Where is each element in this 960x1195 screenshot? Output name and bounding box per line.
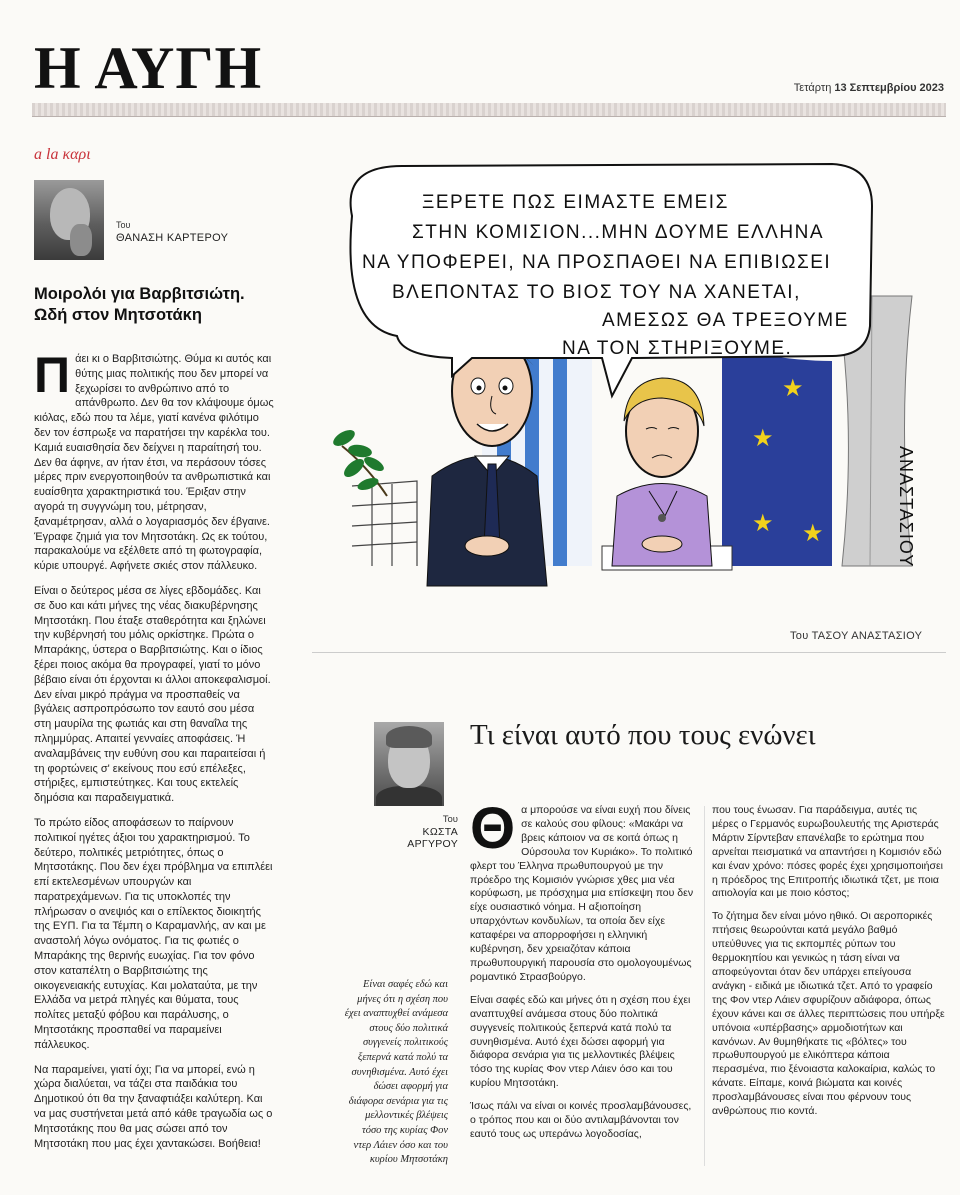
drop-cap: Θ xyxy=(470,796,516,861)
body-paragraph: Ίσως πάλι να είναι οι κοινές προσλαμβάνουσες, ο τρόπος που και οι δύο αντιλαμβάνονται τον εαυτό τους ως υπεράνω λογοδοσίας, xyxy=(470,1100,692,1140)
body-paragraph: α μπορούσε να είναι ευχή που δίνεις σε καλούς σου φίλους: «Μακάρι να βρεις κάποιον να σε κοιτά όπως η Ούρσουλα τον Κυριάκο». Το πολιτικό φλερτ του Έλληνα πρωθυπουργού με την πρόεδρο της Κομισιόν γνώρισε χθες μια νέα κορύφωση, με πρόσχημα μια επίσκεψη που δεν είχε ουσιαστικό νόημα. Η αξιοποίηση υπαρχόντων κονδυλίων, τα οποία δεν είχε καταφέρει να απορροφήσει η ελληνική κυβέρνηση, δεν χρειαζόταν κάποια πρωθυπουργική παρουσία στο ομολογουμένως ρομαντικό Στρασβούργο. xyxy=(470,804,694,983)
author-photo xyxy=(34,180,104,260)
political-cartoon xyxy=(312,146,946,624)
article-body-column-2 xyxy=(712,804,946,1128)
body-paragraph: Το ζήτημα δεν είναι μόνο ηθικό. Οι αεροπορικές πτήσεις θεωρούνται κατά μεγάλο βαθμό υπεύθυνες για τις εκπομπές ρύπων του θερμοκηπίου και γενικώς η τάση είναι να αποφεύγονται όταν δεν υπάρχει επείγουσα ανάγκη - ειδικά με ιδιωτικά τζετ. Από το γραφείο της Φον ντερ Λάιεν σφυρίζουν αδιάφορα, όπως έχουν κάνει και σε άλλες περιπτώσεις που υπήρξε υπόνοια «υπέρβασης» αρμοδιοτήτων και κανόνων. Αν θυμηθήκατε τις «βόλτες» του πρωθυπουργού με ελικόπτερα κάποια περασμένα, πιο ξένοιαστα καλοκαίρια, καλώς το κάνατε. Είπαμε, κοινά βιώματα και κοινές προσλαμβάνουσες είναι που φέρνουν τους ανθρώπους πιο κοντά. xyxy=(712,910,945,1118)
article-headline: Μοιρολόι για Βαρβιτσιώτη. Ωδή στον Μητσοτάκη xyxy=(34,285,245,324)
masthead-rule-line xyxy=(32,116,946,117)
speech-line: ΝΑ ΥΠΟΦΕΡΕΙ, ΝΑ ΠΡΟΣΠΑΘΕΙ ΝΑ ΕΠΙΒΙΩΣΕΙ xyxy=(362,252,832,273)
body-paragraph: άει κι ο Βαρβιτσιώτης. Θύμα κι αυτός και θύτης μιας πολιτικής που δεν μπορεί να ξεχωρίσει το ανθρώπινο από το απάνθρωπο. Δεν θα τον κλάψουμε όμως κιόλας, εδώ που τα λέμε, γιατί κανένα φιλότιμο δεν τον έσπρωξε να παρατήσει την καρέκλα του. Καμιά ευαισθησία δεν δείχνει η παραίτησή του. Δεν θα άφηνε, αν ήταν έτσι, να περάσουν τόσες μέρες πριν ενεργοποιηθούν τα ανθρωπιστικά και ευαίσθητα χαρακτηριστικά του. Έριξαν στην αγορά τη συγγνώμη του, μέτρησαν, ξαναμέτρησαν, αλλά ο λογαριασμός δεν έβγαινε. Έγραφε ζημιά για τον Μητσοτάκη. Ως εκ τούτου, παρακαλούμε να εξέλθετε από τη φωτογραφία, κύριε υπουργέ. Αφήνετε σκιές στον πάλλευκο. xyxy=(34,353,274,573)
article-body-column-1 xyxy=(470,796,698,1151)
column-rubric: a la καρι xyxy=(34,146,91,163)
drop-cap: Π xyxy=(34,347,71,403)
byline-prefix: Του xyxy=(442,814,458,825)
article-headline: Τι είναι αυτό που τους ενώνει xyxy=(470,719,816,751)
author-photo xyxy=(374,722,444,806)
date-weekday: Τετάρτη xyxy=(793,82,832,94)
article-body xyxy=(34,347,274,1161)
speech-line: ΑΜΕΣΩΣ ΘΑ ΤΡΕΞΟΥΜΕ xyxy=(602,310,849,331)
date-value: 13 Σεπτεμβρίου 2023 xyxy=(834,82,944,94)
column-divider xyxy=(704,806,705,1166)
byline-author: ΘΑΝΑΣΗ ΚΑΡΤΕΡΟΥ xyxy=(116,232,229,244)
byline-prefix: Του xyxy=(116,220,131,230)
article-byline xyxy=(392,814,458,850)
speech-line: ΝΑ ΤΟΝ ΣΤΗΡΙΞΟΥΜΕ. xyxy=(562,338,793,359)
svg-text:★: ★ xyxy=(752,425,774,452)
credit-prefix: Του xyxy=(790,630,809,642)
speech-line: ΣΤΗΝ ΚΟΜΙΣΙΟΝ...ΜΗΝ ΔΟΥΜΕ ΕΛΛΗΝΑ xyxy=(412,222,824,243)
svg-text:★: ★ xyxy=(802,520,824,547)
issue-date xyxy=(794,82,944,94)
cartoonist-signature: ΑΝΑΣΤΑΣΙΟΥ xyxy=(896,446,916,568)
body-paragraph: Είναι σαφές εδώ και μήνες ότι η σχέση που έχει αναπτυχθεί ανάμεσα στους δύο πολιτικά συγγενείς πολιτικούς ξεπερνά κατά πολύ τα συνηθισμένα. Αυτό έχει δώσει αφορμή για διάφορα σενάρια για τις μελλοντικές βλέψεις τόσο της κυρίας Φον ντερ Λάιεν όσο και του κυρίου Μητσοτάκη. xyxy=(470,993,691,1090)
pull-quote: Είναι σαφές εδώ και μήνες ότι η σχέση που έχει αναπτυχθεί ανάμεσα στους δύο πολιτικά συγγενείς πολιτικούς ξεπερνά κατά πολύ τα συνηθισμένα. Αυτό έχει δώσει αφορμή για διάφορα σενάρια για τις μελλοντικές βλέψεις τόσο της κυρίας Φον ντερ Λάιεν όσο και του κυρίου Μητσοτάκη xyxy=(344,979,448,1166)
eu-flag xyxy=(722,346,832,566)
speech-line: ΒΛΕΠΟΝΤΑΣ ΤΟ ΒΙΟΣ ΤΟΥ ΝΑ ΧΑΝΕΤΑΙ, xyxy=(392,282,801,303)
body-paragraph: Το πρώτο είδος αποφάσεων το παίρνουν πολιτικοί ηγέτες άξιοι του χαρακτηρισμού. Το δεύτερο, πολιτικές μετριότητες, όπως ο Μητσοτάκης. Που δεν έχει πρόβλημα να επιπλέει επί εκτελεσμένων υπουργών και παρατρεχάμενων. Για τις υποκλοπές την πλήρωσαν ο ανεψιός και ο επίλεκτος διοικητής της ΕΥΠ. Για τα Τέμπη ο Καραμανλής, αν και με αναστολή λόγω ονόματος. Για τις φωτιές ο Μπαράκης της θερινής ευωχίας. Για τον φόνο στον καταπέλτη ο Βαρβιτσιώτης της οικογενειακής ευτυχίας. Και μολαταύτα, με την Ελλάδα να μετρά πληγές και θύματα, τους πολίτες μεταξύ φόβου και παράλυσης, ο Μητσοτάκης προσπαθεί να παραμείνει πάλλευκος. xyxy=(34,816,273,1051)
byline-author-first: ΚΩΣΤΑ xyxy=(422,826,458,838)
svg-text:★: ★ xyxy=(752,510,774,537)
body-paragraph: Να παραμείνει, γιατί όχι; Για να μπορεί, ενώ η χώρα διαλύεται, να τάζει στα παιδάκια του Δημοτικού ότι θα την ξαναφτιάξει καλύτερη. Και να μας συστήνεται μετά από κάθε τραγωδία ως ο Μητσοτάκης που θα μας σώσει από τον Μητσοτάκη που μας έχει χαντακώσει. Βοήθεια! xyxy=(34,1063,273,1150)
section-divider xyxy=(312,652,946,653)
newspaper-masthead: Η ΑΥΓΗ xyxy=(34,35,263,101)
masthead-rule xyxy=(32,103,946,117)
body-paragraph: Είναι ο δεύτερος μέσα σε λίγες εβδομάδες. Και σε δυο και κάτι μήνες της νέας διακυβέρνησης Μητσοτάκη. Που έταξε σταθερότητα και ξηλώνει την κυβέρνησή του μόλις ορκίστηκε. Πρώτα ο Μπαράκης, ύστερα ο Βαρβιτσιώτης. Και ο ίδιος ξέρει ποιος ακόμα θα προγραφεί, γιατί το μόνο βέβαιο είναι ότι έρχονται κι άλλοι αποκεφαλισμοί. Δεν είναι μικρό πράγμα να προσπαθείς να βγάλεις ασπροπρόσωπο τον εαυτό σου μέσα στη μαυρίλα της φωτιάς και στη θαναΐλα της πλημμύρας. Απαιτεί γενναίες αποφάσεις. Ή αναλαμβάνεις την ευθύνη σου και παραιτείσαι ή τη φορτώνεις σ' εκείνους που εσύ επέλεξες, στήριξες, εμπιστεύτηκες. Και τους εκτελείς δημόσια και παραδειγματικά. xyxy=(34,584,271,805)
credit-name: ΤΑΣΟΥ ΑΝΑΣΤΑΣΙΟΥ xyxy=(811,630,923,642)
byline-author-last: ΑΡΓΥΡΟΥ xyxy=(407,838,458,850)
speech-line: ΞΕΡΕΤΕ ΠΩΣ ΕΙΜΑΣΤΕ ΕΜΕΙΣ xyxy=(422,192,729,213)
svg-text:★: ★ xyxy=(782,375,804,402)
body-paragraph: που τους ένωσαν. Για παράδειγμα, αυτές τις μέρες ο Γερμανός ευρωβουλευτής της Αριστεράς Μάρτιν Σίρντεβαν επανέλαβε το ερώτημα που αρνείται πεισματικά να απαντήσει η Κομισιόν εδώ και έναν χρόνο: πόσες φορές έχει χρησιμοποιήσει η πρόεδρος της Επιτροπής ιδιωτικά τζετ, με ποια αιτιολογία και με ποιο κόστος; xyxy=(712,804,943,900)
left-column-article xyxy=(34,146,274,1150)
cartoon-credit xyxy=(790,630,922,642)
